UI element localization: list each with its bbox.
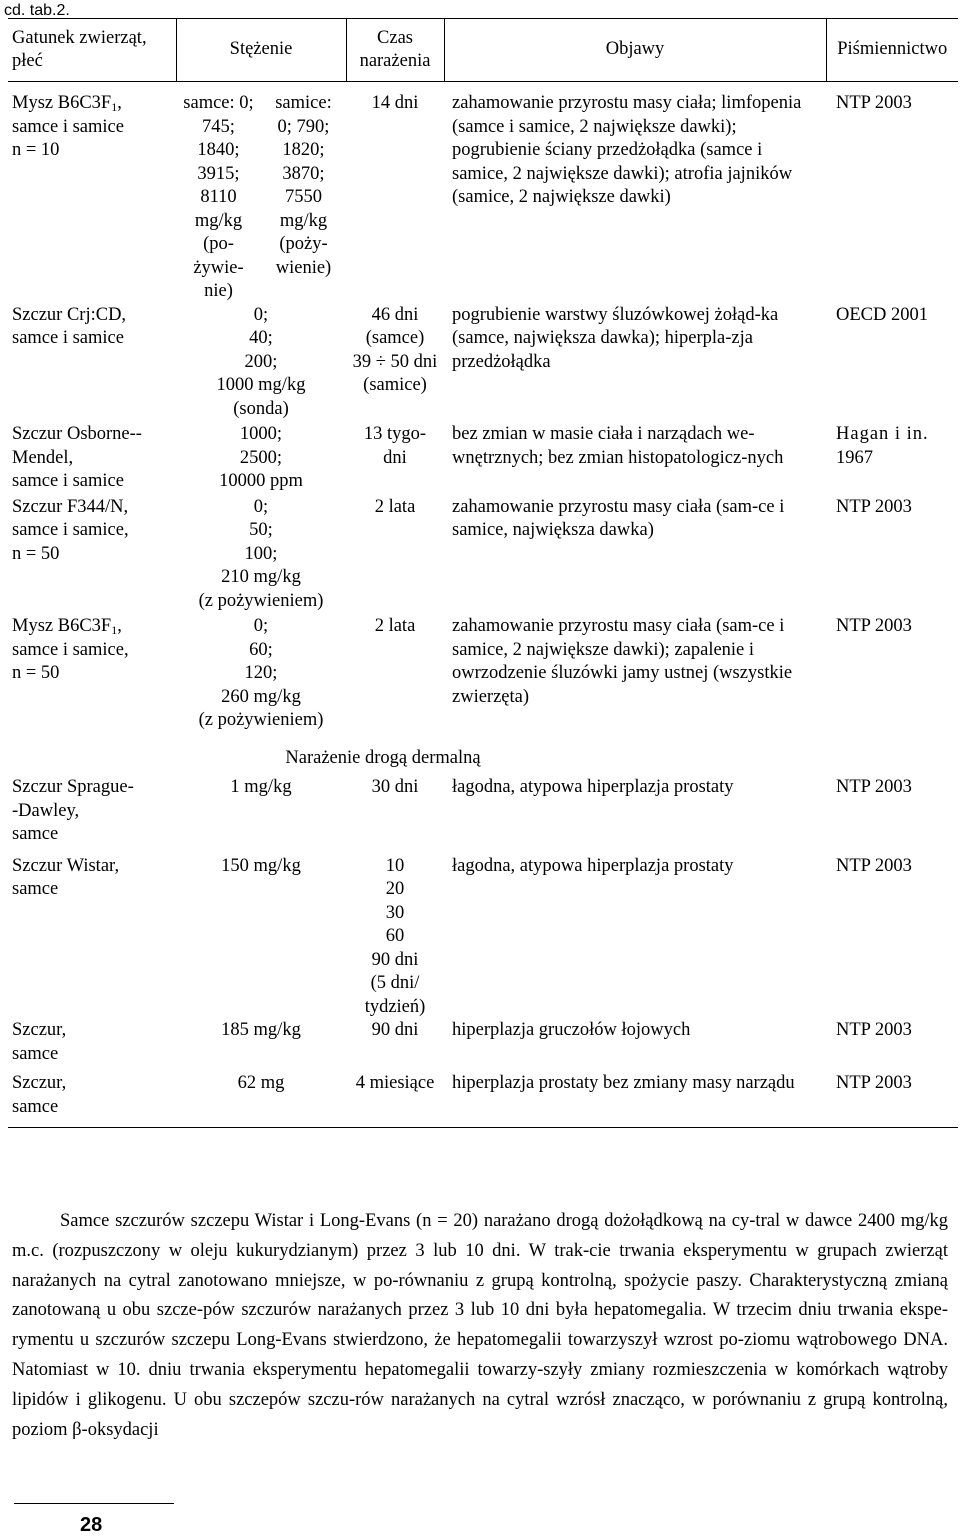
time-cell: 2 lata — [374, 496, 416, 517]
reference-cell: NTP 2003 — [836, 777, 912, 797]
concentration-cell: 185 mg/kg — [221, 1020, 301, 1040]
symptoms-cell: pogrubienie warstwy śluzówkowej żołąd-ka (samce, największa dawka); hiperpla-zja przedżołądka — [452, 304, 779, 372]
species-cell: Szczur, samce — [12, 1020, 67, 1064]
reference-cell: NTP 2003 — [836, 855, 912, 876]
concentration-males: samce: 0; 745; 1840; 3915; 8110 mg/kg (po-żywie-nie) — [183, 93, 254, 301]
time-cell: 30 dni — [371, 777, 419, 797]
concentration-cell: 0; 50; 100; 210 mg/kg (z pożywieniem) — [198, 496, 324, 611]
species-cell: Szczur Wistar, samce — [12, 855, 120, 899]
concentration-cell: 62 mg — [176, 1072, 346, 1128]
header-time: Czas narażenia — [346, 19, 444, 82]
table-header-row — [8, 19, 958, 82]
reference-cell: NTP 2003 — [836, 616, 912, 636]
concentration-cell: 150 mg/kg — [221, 855, 301, 876]
reference-cell: NTP 2003 — [836, 93, 912, 113]
concentration-females: samice: 0; 790; 1820; 3870; 7550 mg/kg (poży-wienie) — [275, 93, 332, 278]
time-cell: 2 lata — [374, 616, 416, 636]
symptoms-cell: łagodna, atypowa hiperplazja prostaty — [452, 855, 734, 876]
body-paragraph: Samce szczurów szczepu Wistar i Long-Evans (n = 20) narażano drogą dożołądkową na cy-tral w dawce 2400 mg/kg m.c. (rozpuszczony w oleju kukurydzianym) przez 3 lub 10 dni. W trak-cie trwania eksperymentu w grupach zwierząt narażanych na cytral zanotowano mniejsze, w po-równaniu z grupą kontrolną, spożycie paszy. Charakterystyczną zmianą zanotowaną u obu szcze-pów szczurów narażanych przez 3 lub 10 dni była hepatomegalia. W trzecim dniu trwania ekspe-rymentu u szczurów szczepu Long-Evans stwierdzono, że hepatomegalii towarzyszył wzrost po-ziomu wątrobowego DNA. Natomiast w 10. dniu trwania eksperymentu hepatomegalii towarzy-szyły zmiany rozmieszczenia w komórkach wątroby lipidów i glikogenu. U obu szczepów szczu-rów narażanych na cytral wzrósł znacząco, w porównaniu z grupą kontrolną, poziom β-oksydacji — [12, 1211, 948, 1440]
table-row — [8, 613, 958, 733]
toxicity-table — [8, 18, 958, 1128]
time-cell: 46 dni (samce) 39 ÷ 50 dni (samice) — [352, 304, 438, 395]
species-cell: Szczur Sprague- -Dawley, samce — [12, 777, 134, 844]
table-row — [8, 776, 958, 855]
table-row — [8, 421, 958, 494]
symptoms-cell: zahamowanie przyrostu masy ciała (sam-ce i samice, 2 największe dawki); zapalenie i owrzodzenie śluzówki jamy ustnej (wszystkie zwierzęta) — [452, 616, 793, 707]
time-cell: 10 20 30 60 90 dni (5 dni/ tydzień) — [364, 855, 426, 1017]
symptoms-cell: hiperplazja gruczołów łojowych — [452, 1020, 691, 1040]
section-title: Narażenie drogą dermalną — [285, 747, 481, 768]
symptoms-cell: hiperplazja prostaty bez zmiany masy narządu — [444, 1072, 826, 1128]
table-row — [8, 494, 958, 614]
concentration-cell: 0; 40; 200; 1000 mg/kg (sonda) — [216, 304, 306, 419]
header-references: Piśmiennictwo — [826, 19, 958, 82]
symptoms-cell: łagodna, atypowa hiperplazja prostaty — [452, 777, 734, 797]
species-cell: Szczur Osborne-- Mendel, samce i samice — [12, 424, 142, 491]
species-cell: Szczur F344/N, samce i samice, n = 50 — [12, 496, 129, 564]
reference-cell: NTP 2003 — [836, 496, 912, 517]
concentration-cell: 0; 60; 120; 260 mg/kg (z pożywieniem) — [198, 616, 324, 730]
symptoms-cell: zahamowanie przyrostu masy ciała (sam-ce i samice, największa dawka) — [452, 496, 785, 540]
page-number: 28 — [80, 1514, 103, 1536]
table-row — [8, 1072, 958, 1128]
reference-cell: OECD 2001 — [836, 304, 928, 325]
header-species: Gatunek zwierząt, płeć — [8, 19, 176, 82]
time-cell: 13 tygo- dni — [363, 424, 427, 468]
section-header-row — [8, 733, 958, 777]
table-row — [8, 304, 958, 422]
species-cell: Mysz $B6C3F_1$, samce i samice n = 10 — [12, 93, 124, 160]
species-cell: Szczur, samce — [8, 1072, 176, 1128]
time-cell: 90 dni — [371, 1020, 419, 1040]
symptoms-cell: zahamowanie przyrostu masy ciała; limfopenia (samce i samice, 2 największe dawki); pogrubienie ściany przedżołądka (samce i samice, 2 największe dawki); atrofia jajników (samice, 2 największe dawki) — [452, 93, 802, 207]
table-row — [8, 1019, 958, 1072]
time-cell: 14 dni — [371, 93, 419, 113]
reference-cell: Hagan i in. 1967 — [836, 424, 929, 468]
table-row — [8, 82, 958, 304]
concentration-cell — [176, 82, 346, 304]
species-cell: Mysz $B6C3F_1$, samce i samice, n = 50 — [12, 616, 129, 683]
symptoms-cell: bez zmian w masie ciała i narządach we-wnętrznych; bez zmian histopatologicz-nych — [452, 424, 784, 468]
reference-cell: NTP 2003 — [826, 1072, 958, 1128]
concentration-cell: 1000; 2500; 10000 ppm — [219, 424, 303, 491]
header-concentration: Stężenie — [176, 19, 346, 82]
footer-rule — [14, 1503, 174, 1504]
table-row — [8, 855, 958, 1020]
table-caption: cd. tab.2. — [4, 2, 70, 19]
reference-cell: NTP 2003 — [836, 1020, 912, 1040]
header-symptoms: Objawy — [444, 19, 826, 82]
species-cell: Szczur Crj:CD, samce i samice — [12, 304, 127, 348]
concentration-cell: 1 mg/kg — [230, 777, 292, 797]
time-cell: 4 miesiące — [346, 1072, 444, 1128]
